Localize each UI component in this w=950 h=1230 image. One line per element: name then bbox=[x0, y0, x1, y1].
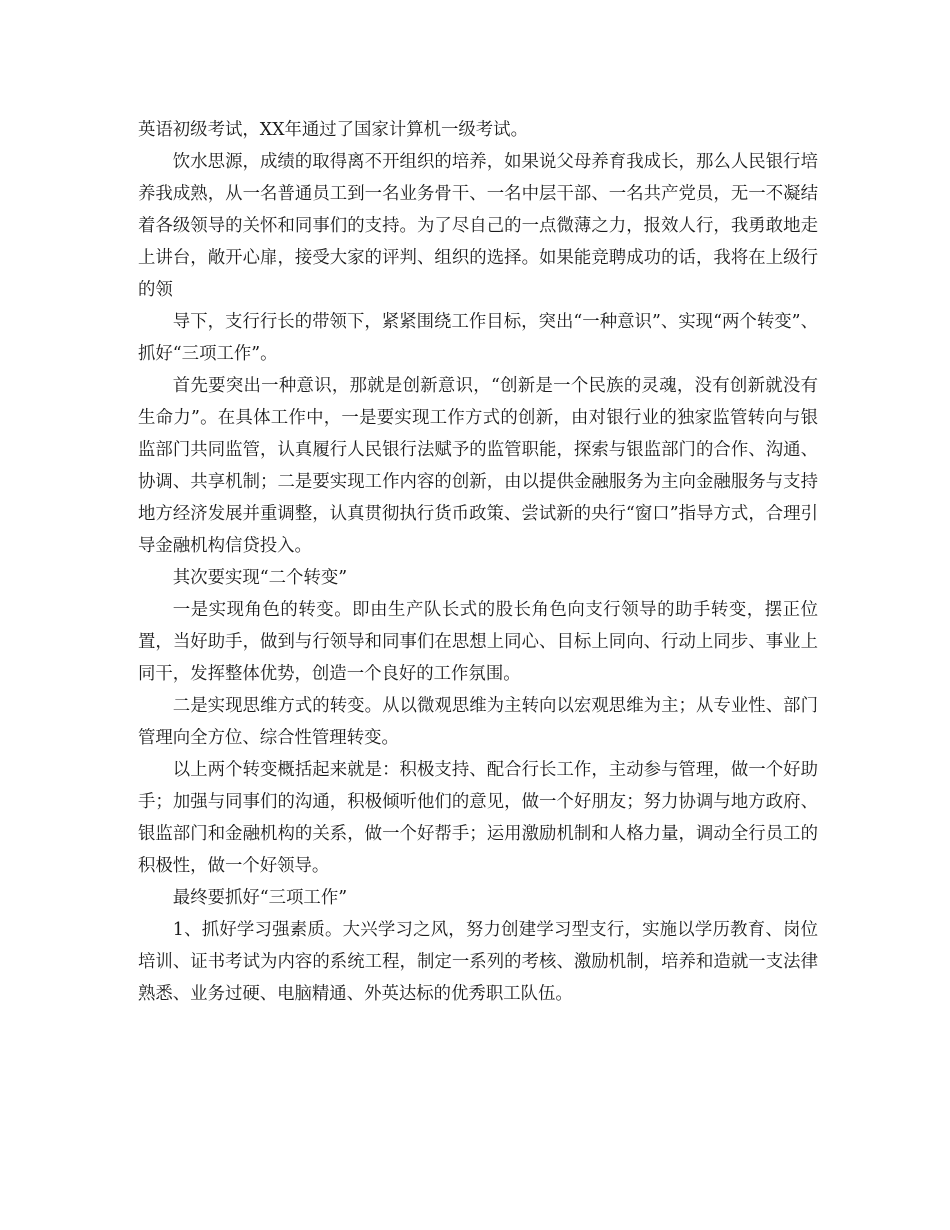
paragraph-9: 最终要抓好“三项工作” bbox=[172, 888, 348, 908]
paragraph-2: 饮水思源，成绩的取得离不开组织的培养，如果说父母养育我成长，那么人民银行培养我成熟，从一名普通员工到一名业务骨干、一名中层干部、一名共产党员，无一不凝结着各级领导的关怀和同事们的支持。为了尽自己的一点微薄之力，报效人行，我勇敢地走上讲台，敞开心扉，接受大家的评判、组织的选择。如果能竞聘成功的话，我将在上级行的领 bbox=[138, 152, 818, 300]
paragraph-5: 其次要实现“二个转变” bbox=[172, 568, 348, 588]
paragraph-1: 英语初级考试，XX年通过了国家计算机一级考试。 bbox=[138, 120, 528, 140]
paragraph-6: 一是实现角色的转变。即由生产队长式的股长角色向支行领导的助手转变，摆正位置，当好助手，做到与行领导和同事们在思想上同心、目标上同向、行动上同步、事业上同干，发挥整体优势，创造一个良好的工作氛围。 bbox=[138, 600, 818, 684]
document-body bbox=[138, 114, 818, 1010]
paragraph-7: 二是实现思维方式的转变。从以微观思维为主转向以宏观思维为主；从专业性、部门管理向全方位、综合性管理转变。 bbox=[138, 696, 818, 748]
paragraph-4: 首先要突出一种意识，那就是创新意识，“创新是一个民族的灵魂，没有创新就没有生命力”。在具体工作中，一是要实现工作方式的创新，由对银行业的独家监管转向与银监部门共同监管，认真履行人民银行法赋予的监管职能，探索与银监部门的合作、沟通、协调、共享机制；二是要实现工作内容的创新，由以提供金融服务为主向金融服务与支持地方经济发展并重调整，认真贯彻执行货币政策、尝试新的央行“窗口”指导方式，合理引导金融机构信贷投入。 bbox=[138, 376, 818, 556]
paragraph-8: 以上两个转变概括起来就是：积极支持、配合行长工作，主动参与管理，做一个好助手；加强与同事们的沟通，积极倾听他们的意见，做一个好朋友；努力协调与地方政府、银监部门和金融机构的关系，做一个好帮手；运用激励机制和人格力量，调动全行员工的积极性，做一个好领导。 bbox=[138, 760, 818, 876]
paragraph-3: 导下，支行行长的带领下，紧紧围绕工作目标，突出“一种意识”、实现“两个转变”、抓好“三项工作”。 bbox=[138, 312, 818, 364]
paragraph-10: 1、抓好学习强素质。大兴学习之风，努力创建学习型支行，实施以学历教育、岗位培训、证书考试为内容的系统工程，制定一系列的考核、激励机制，培养和造就一支法律熟悉、业务过硬、电脑精通、外英达标的优秀职工队伍。 bbox=[138, 920, 818, 1004]
